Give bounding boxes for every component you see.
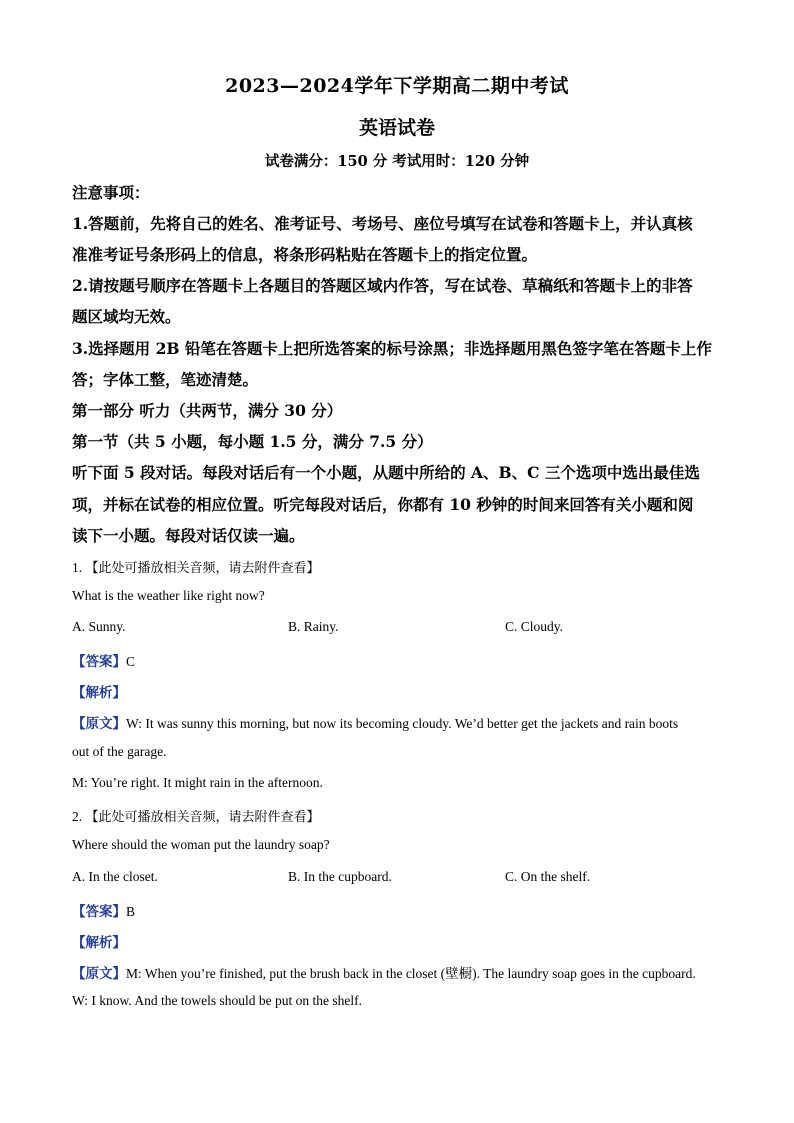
section-instruction: 项，并标在试卷的相应位置。听完每段对话后，你都有 10 秒钟的时间来回答有关小题和阅 <box>72 495 694 514</box>
audio-note: 【此处可播放相关音频，请去附件查看】 <box>85 810 320 825</box>
section-part-heading: 第一部分 听力（共两节，满分 30 分） <box>72 401 343 420</box>
option-c: C. On the shelf. <box>505 869 591 884</box>
transcript-text: W: It was sunny this morning, but now its becoming cloudy. We’d better get the jackets and rain boots <box>126 716 679 731</box>
answer-value: C <box>126 654 136 669</box>
notice-line: 准准考证号条形码上的信息，将条形码粘贴在答题卡上的指定位置。 <box>72 245 538 264</box>
transcript-text: M: You’re right. It might rain in the afternoon. <box>72 775 323 790</box>
exam-info: 试卷满分：150 分 考试用时：120 分钟 <box>264 153 530 170</box>
transcript-label: 【原文】 <box>72 716 126 732</box>
notice-heading: 注意事项： <box>72 183 150 202</box>
notice-line: 3.选择题用 2B 铅笔在答题卡上把所选答案的标号涂黑；非选择题用黑色签字笔在答题卡上作 <box>72 339 712 358</box>
analysis-line <box>72 931 126 951</box>
section-instruction: 听下面 5 段对话。每段对话后有一个小题，从题中所给的 A、B、C 三个选项中选出最佳选 <box>72 463 700 482</box>
exam-title: 2023—2024学年下学期高二期中考试 <box>225 75 569 97</box>
analysis-line <box>72 681 126 701</box>
transcript-text: W: I know. And the towels should be put on the shelf. <box>72 993 362 1008</box>
transcript-line <box>72 962 696 982</box>
audio-note: 【此处可播放相关音频，请去附件查看】 <box>85 561 320 576</box>
option-a: A. In the closet. <box>72 869 158 884</box>
answer-label: 【答案】 <box>72 654 126 670</box>
answer-line <box>72 900 135 920</box>
question-number: 1. <box>72 560 83 575</box>
transcript-text: M: When you’re finished, put the brush back in the closet (壁橱). The laundry soap goes in the cupboard. <box>126 966 696 981</box>
exam-subject: 英语试卷 <box>358 117 435 139</box>
answer-label: 【答案】 <box>72 904 126 920</box>
question-text: Where should the woman put the laundry soap? <box>72 837 330 852</box>
section-sub-heading: 第一节（共 5 小题，每小题 1.5 分，满分 7.5 分） <box>72 432 433 451</box>
notice-line: 1.答题前，先将自己的姓名、准考证号、考场号、座位号填写在试卷和答题卡上，并认真核 <box>72 214 693 233</box>
answer-line <box>72 650 135 670</box>
section-instruction: 读下一小题。每段对话仅读一遍。 <box>72 526 305 545</box>
analysis-label: 【解析】 <box>72 935 126 951</box>
notice-line: 题区域均无效。 <box>72 307 181 326</box>
notice-line: 答；字体工整，笔迹清楚。 <box>72 370 259 389</box>
question-text: What is the weather like right now? <box>72 588 265 603</box>
analysis-label: 【解析】 <box>72 685 126 701</box>
question-audio-line <box>72 557 320 576</box>
question-audio-line <box>72 806 320 825</box>
transcript-label: 【原文】 <box>72 966 126 982</box>
option-b: B. Rainy. <box>288 619 339 634</box>
notice-line: 2.请按题号顺序在答题卡上各题目的答题区域内作答，写在试卷、草稿纸和答题卡上的非答 <box>72 276 693 295</box>
question-number: 2. <box>72 809 83 824</box>
transcript-text: out of the garage. <box>72 744 167 759</box>
option-c: C. Cloudy. <box>505 619 564 634</box>
option-a: A. Sunny. <box>72 619 126 634</box>
transcript-line <box>72 712 678 732</box>
answer-value: B <box>126 904 136 919</box>
option-b: B. In the cupboard. <box>288 869 392 884</box>
